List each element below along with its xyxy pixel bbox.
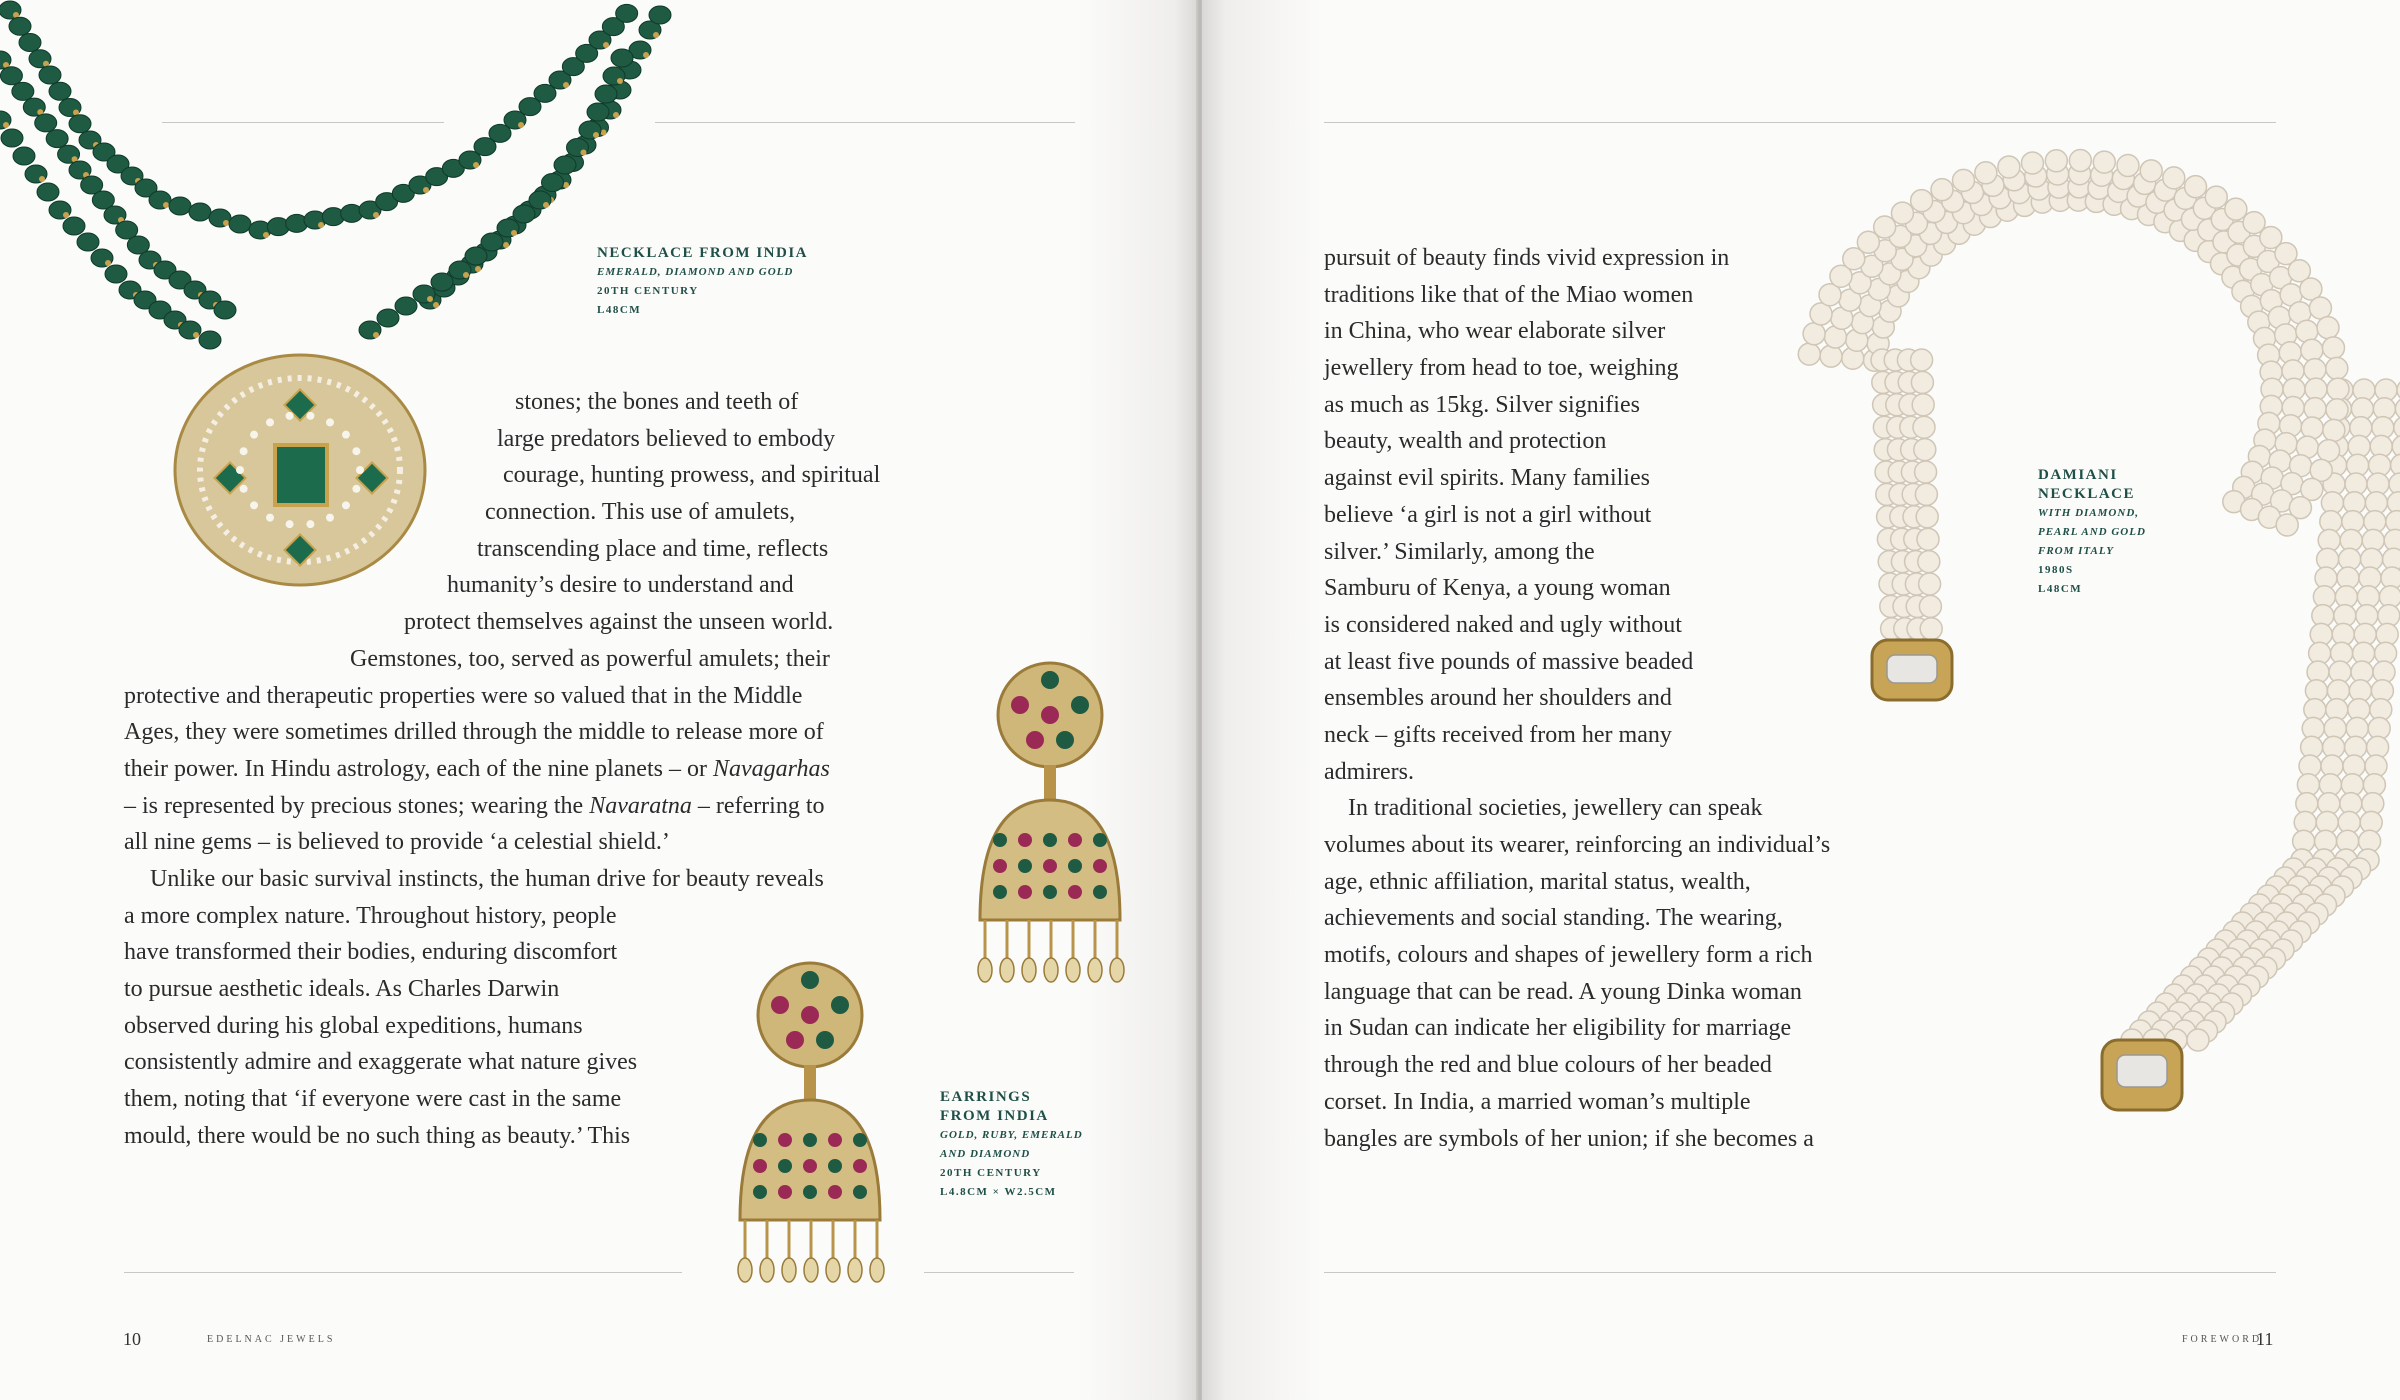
caption-title-2: FROM INDIA <box>940 1108 1049 1124</box>
emerald-bead <box>9 17 31 35</box>
body-line: a more complex nature. Throughout history, people <box>124 902 617 929</box>
body-line: large predators believed to embody <box>497 425 836 452</box>
pearl <box>2326 399 2348 421</box>
body-line: language that can be read. A young Dinka woman <box>1324 978 1802 1005</box>
body-line: believe ‘a girl is not a girl without <box>1324 501 1652 528</box>
caption-material-1: GOLD, RUBY, EMERALD <box>940 1129 1083 1141</box>
earring-stone <box>1068 859 1082 873</box>
emerald-bead <box>616 4 638 22</box>
drop-bead <box>782 1258 796 1282</box>
drop-bead <box>1044 958 1058 982</box>
pearl <box>1915 483 1937 505</box>
earring-stone <box>1018 859 1032 873</box>
emerald-bead <box>69 115 91 133</box>
pearl <box>1919 573 1941 595</box>
body-line: is considered naked and ugly without <box>1324 611 1682 638</box>
gold-spacer <box>543 202 549 208</box>
right-page <box>1202 0 2400 1400</box>
body-line: humanity’s desire to understand and <box>447 572 794 599</box>
body-line: – is represented by precious stones; wearing the Navaratna – referring to <box>124 792 825 819</box>
body-line: silver.’ Similarly, among the <box>1324 538 1595 565</box>
pearl <box>2318 440 2340 462</box>
emerald-bead <box>49 82 71 100</box>
pearl <box>1952 169 1974 191</box>
drop-bead <box>738 1258 752 1282</box>
pearl <box>2045 150 2067 172</box>
emerald-bead <box>611 49 633 67</box>
emerald-bead <box>431 273 453 291</box>
emerald-bead <box>46 130 68 148</box>
earring-stone <box>1043 859 1057 873</box>
caption-material: EMERALD, DIAMOND AND GOLD <box>597 266 794 278</box>
gold-spacer <box>163 202 169 208</box>
pearl <box>1913 416 1935 438</box>
pearl <box>2326 357 2348 379</box>
emerald-bead <box>12 82 34 100</box>
earring-stone <box>828 1185 842 1199</box>
clasp-diamonds <box>1887 655 1937 683</box>
drop-bead <box>978 958 992 982</box>
earring-stone <box>1093 833 1107 847</box>
earring-link <box>1044 765 1056 800</box>
body-line: have transformed their bodies, enduring discomfort <box>124 939 618 966</box>
drop-bead <box>1022 958 1036 982</box>
body-line: volumes about its wearer, reinforcing an individual’s <box>1324 832 1831 858</box>
pearl <box>2327 378 2349 400</box>
earring-stone <box>803 1185 817 1199</box>
caption-title-2: NECKLACE <box>2038 486 2136 502</box>
earring-stone <box>993 833 1007 847</box>
right-body-text <box>1202 240 1830 1157</box>
page-number-left: 10 <box>123 1329 141 1349</box>
gold-spacer <box>563 82 569 88</box>
earring-stone <box>1041 671 1059 689</box>
pearl <box>2069 150 2091 172</box>
emerald-bead <box>481 233 503 251</box>
emerald-bead <box>214 301 236 319</box>
body-line: through the red and blue colours of her beaded <box>1324 1052 1772 1079</box>
gold-spacer <box>463 272 469 278</box>
body-line: pursuit of beauty finds vivid expression in <box>1324 245 1730 271</box>
pearl <box>2305 378 2327 400</box>
body-line: ensembles around her shoulders and <box>1324 685 1672 712</box>
caption-period: 20TH CENTURY <box>597 285 699 297</box>
earring-stone <box>993 885 1007 899</box>
emerald-bead <box>13 147 35 165</box>
earring-stone <box>1093 885 1107 899</box>
gold-spacer <box>617 78 623 84</box>
gold-spacer <box>581 150 587 156</box>
caption-size: L4.8CM × W2.5CM <box>940 1186 1057 1198</box>
emerald-bead <box>35 114 57 132</box>
body-line: to pursue aesthetic ideals. As Charles Darwin <box>124 976 560 1002</box>
earring-stone <box>1043 833 1057 847</box>
pearl <box>2323 419 2345 441</box>
gold-spacer <box>39 176 45 182</box>
earring-stone <box>1071 696 1089 714</box>
caption-title-1: DAMIANI <box>2038 467 2118 483</box>
earring-stone <box>1043 885 1057 899</box>
pearl <box>2276 514 2298 536</box>
body-line: connection. This use of amulets, <box>485 499 796 526</box>
pearl <box>1912 394 1934 416</box>
pearl <box>2093 151 2115 173</box>
gold-spacer <box>193 332 199 338</box>
pearl <box>2021 152 2043 174</box>
gold-spacer <box>643 52 649 58</box>
earring-stone <box>778 1185 792 1199</box>
body-line: consistently admire and exaggerate what nature gives <box>124 1049 638 1076</box>
earring-stone <box>778 1159 792 1173</box>
top-rule-left-b <box>655 122 1075 123</box>
bottom-rule-right <box>1324 1272 2276 1273</box>
bottom-rule-left-a <box>124 1272 682 1273</box>
body-line: against evil spirits. Many families <box>1324 465 1650 492</box>
pearl <box>2317 317 2339 339</box>
body-line: Samburu of Kenya, a young woman <box>1324 575 1671 602</box>
earring-stone <box>1068 885 1082 899</box>
left-body-text <box>0 384 880 1154</box>
pearl <box>1918 551 1940 573</box>
drop-bead <box>1110 958 1124 982</box>
emerald-bead <box>63 217 85 235</box>
emerald-bead <box>229 215 251 233</box>
caption-size: L48CM <box>597 304 642 316</box>
drop-bead <box>760 1258 774 1282</box>
pearl <box>1911 371 1933 393</box>
gold-spacer <box>318 222 324 228</box>
left-page <box>0 0 1198 1400</box>
earring-stone <box>853 1159 867 1173</box>
body-line: protect themselves against the unseen world. <box>404 609 834 636</box>
caption-title: NECKLACE FROM INDIA <box>597 245 809 261</box>
necklace-caption <box>597 244 808 320</box>
body-line: beauty, wealth and protection <box>1324 428 1607 455</box>
gold-spacer <box>373 332 379 338</box>
earring-stone <box>1018 833 1032 847</box>
emerald-bead <box>169 197 191 215</box>
body-line: them, noting that ‘if everyone were cast in the same <box>124 1086 622 1113</box>
caption-title-1: EARRINGS <box>940 1089 1032 1105</box>
body-line: as much as 15kg. Silver signifies <box>1324 391 1640 418</box>
gold-spacer <box>475 266 481 272</box>
gold-spacer <box>593 132 599 138</box>
pearl <box>1920 618 1942 640</box>
gold-spacer <box>511 230 517 236</box>
gold-spacer <box>223 220 229 226</box>
emerald-bead <box>1 129 23 147</box>
body-line: observed during his global expeditions, humans <box>124 1012 583 1039</box>
top-rule-right <box>1324 122 2276 123</box>
pearl <box>1911 349 1933 371</box>
body-line: courage, hunting prowess, and spiritual <box>503 462 881 489</box>
emerald-bead <box>19 34 41 52</box>
pearl <box>2205 186 2227 208</box>
gold-spacer <box>263 232 269 238</box>
body-line: neck – gifts received from her many <box>1324 721 1672 748</box>
pearl <box>1874 216 1896 238</box>
emerald-bead <box>377 309 399 327</box>
running-head-right: FOREWORD <box>2182 1334 2263 1345</box>
pearl <box>2301 339 2323 361</box>
pearl <box>2187 1029 2209 1051</box>
earring-stone <box>853 1185 867 1199</box>
emerald-bead <box>189 203 211 221</box>
body-line: in Sudan can indicate her eligibility for marriage <box>1324 1015 1792 1042</box>
gold-spacer <box>473 162 479 168</box>
pearl <box>2140 160 2162 182</box>
pearl <box>2225 198 2247 220</box>
earring-stone <box>1018 885 1032 899</box>
drop-bead <box>870 1258 884 1282</box>
gold-spacer <box>63 212 69 218</box>
gold-spacer <box>423 187 429 193</box>
earring-stone <box>828 1159 842 1173</box>
pearl <box>1915 461 1937 483</box>
body-line: bangles are symbols of her union; if she becomes a <box>1324 1125 1814 1152</box>
gold-spacer <box>433 302 439 308</box>
gold-spacer <box>503 242 509 248</box>
body-line: In traditional societies, jewellery can speak <box>1348 795 1763 822</box>
caption-material-1: WITH DIAMOND, <box>2038 507 2140 519</box>
earring-stone <box>1093 859 1107 873</box>
pearl <box>1916 506 1938 528</box>
emerald-bead <box>465 247 487 265</box>
body-line: admirers. <box>1324 758 1414 785</box>
emerald-bead <box>513 205 535 223</box>
emerald-bead <box>542 174 564 192</box>
pearl <box>2163 167 2185 189</box>
pearl <box>1975 162 1997 184</box>
running-head-left: EDELNAC JEWELS <box>207 1334 336 1345</box>
earring-stone <box>1041 706 1059 724</box>
caption-material-2: AND DIAMOND <box>940 1148 1031 1160</box>
drop-bead <box>1066 958 1080 982</box>
body-line: stones; the bones and teeth of <box>515 389 799 415</box>
body-line: jewellery from head to toe, weighing <box>1324 355 1679 382</box>
emerald-bead <box>39 66 61 84</box>
earring-stone <box>1026 731 1044 749</box>
body-line: Ages, they were sometimes drilled through the middle to release more of <box>124 719 824 746</box>
pearl <box>2117 155 2139 177</box>
caption-material-3: FROM ITALY <box>2038 545 2114 557</box>
gold-spacer <box>613 112 619 118</box>
caption-size: L48CM <box>2038 583 2083 595</box>
earring-stone <box>1056 731 1074 749</box>
emerald-bead <box>395 297 417 315</box>
earring-stone <box>993 859 1007 873</box>
pearl <box>2395 398 2400 420</box>
pearl <box>2304 359 2326 381</box>
body-line: traditions like that of the Miao women <box>1324 281 1694 308</box>
body-line: their power. In Hindu astrology, each of the nine planets – or Navagarhas <box>124 755 830 782</box>
earrings-caption <box>940 1088 1083 1202</box>
pearl-necklace-image <box>1742 160 2400 1160</box>
body-line: age, ethnic affiliation, marital status, wealth, <box>1324 868 1751 895</box>
drop-bead <box>848 1258 862 1282</box>
emerald-bead <box>0 67 22 85</box>
emerald-bead <box>649 6 671 24</box>
earring-stone <box>1011 696 1029 714</box>
emerald-bead <box>77 233 99 251</box>
body-line: achievements and social standing. The wearing, <box>1324 905 1783 932</box>
pearl <box>2394 417 2400 439</box>
earring-stone <box>803 1159 817 1173</box>
pearl <box>2309 297 2331 319</box>
drop-bead <box>826 1258 840 1282</box>
body-line: motifs, colours and shapes of jewellery form a rich <box>1324 942 1813 969</box>
body-line: corset. In India, a married woman’s multiple <box>1324 1088 1751 1115</box>
pearl <box>1914 439 1936 461</box>
gold-spacer <box>105 260 111 266</box>
drop-bead <box>1000 958 1014 982</box>
drop-bead <box>1088 958 1102 982</box>
page-number-right: 11 <box>2256 1329 2274 1349</box>
body-line: all nine gems – is believed to provide ‘a celestial shield.’ <box>124 829 670 856</box>
drop-bead <box>804 1258 818 1282</box>
gold-spacer <box>373 212 379 218</box>
pearl <box>2185 176 2207 198</box>
body-line: in China, who wear elaborate silver <box>1324 318 1666 345</box>
earring-stone <box>1068 833 1082 847</box>
emerald-bead <box>199 331 221 349</box>
emerald-bead <box>595 85 617 103</box>
body-line: Unlike our basic survival instincts, the human drive for beauty reveals <box>150 865 824 892</box>
gold-spacer <box>3 122 9 128</box>
body-line: at least five pounds of massive beaded <box>1324 648 1694 675</box>
body-line: transcending place and time, reflects <box>477 535 829 562</box>
pearl <box>1891 202 1913 224</box>
gold-spacer <box>653 32 659 38</box>
pearl-necklace-caption <box>2038 466 2146 599</box>
pearl <box>2322 337 2344 359</box>
caption-period: 1980S <box>2038 564 2074 576</box>
earring-stone <box>753 1185 767 1199</box>
clasp-diamonds <box>2117 1055 2167 1087</box>
caption-period: 20TH CENTURY <box>940 1167 1042 1179</box>
gold-spacer <box>427 296 433 302</box>
emerald-bead <box>37 183 59 201</box>
gold-spacer <box>603 42 609 48</box>
pearl <box>1917 528 1939 550</box>
body-line: Gemstones, too, served as powerful amulets; their <box>350 645 830 672</box>
emerald-bead <box>554 156 576 174</box>
emerald-bead <box>587 103 609 121</box>
pearl <box>1919 595 1941 617</box>
pearl <box>1911 190 1933 212</box>
bottom-rule-left-b <box>924 1272 1074 1273</box>
pearl <box>1931 179 1953 201</box>
pearl <box>2304 398 2326 420</box>
body-line: protective and therapeutic properties were so valued that in the Middle <box>124 682 803 709</box>
body-line: mould, there would be no such thing as beauty.’ This <box>124 1122 631 1149</box>
earring-image-right <box>950 660 1150 1040</box>
pearl <box>1998 156 2020 178</box>
gold-spacer <box>518 122 524 128</box>
caption-material-2: PEARL AND GOLD <box>2038 526 2146 538</box>
earring-stone <box>753 1159 767 1173</box>
emerald-bead <box>105 265 127 283</box>
